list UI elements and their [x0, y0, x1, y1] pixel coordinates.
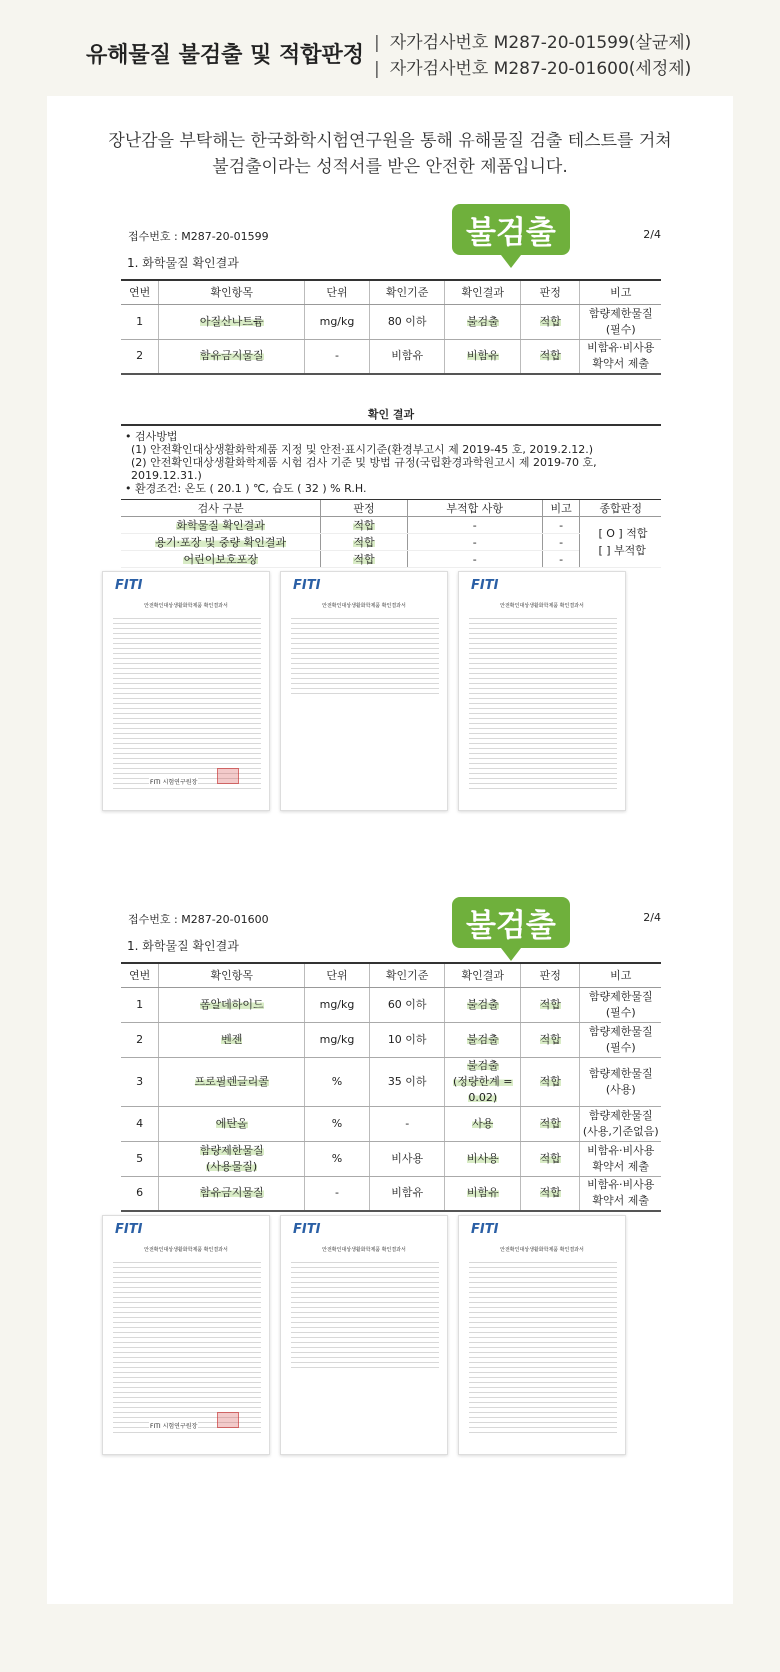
thumb-title: 안전확인대상생활화학제품 확인결과서 [322, 603, 406, 609]
result-table-2 [121, 962, 661, 1212]
row-verdict: 적합 [321, 551, 407, 568]
table-row [121, 304, 661, 339]
record-1 [121, 224, 661, 375]
table-cell: % [305, 1057, 370, 1106]
col-header: 확인기준 [369, 280, 445, 304]
confirmation-result [121, 406, 661, 568]
table-row [121, 1106, 661, 1141]
col-header: 비고 [580, 280, 661, 304]
row-note: - [542, 517, 580, 534]
table-cell: 폼알데하이드 [159, 987, 305, 1022]
row-verdict: 적합 [321, 534, 407, 551]
col-header: 확인기준 [369, 963, 445, 987]
table-cell: 비함유·비사용 확약서 제출 [580, 339, 661, 374]
content-card [47, 96, 733, 1604]
table-cell: 불검출 [445, 987, 521, 1022]
intro-line-1: 장난감을 부탁해는 한국화학시험연구원을 통해 유해물질 검출 테스트를 거쳐 [108, 131, 672, 151]
table-cell: 에탄올 [159, 1106, 305, 1141]
table-row [121, 339, 661, 374]
table-cell: 벤젠 [159, 1022, 305, 1057]
fiti-logo: FITI [471, 1222, 499, 1237]
table-cell: 2 [121, 339, 159, 374]
table-cell: 적합 [521, 987, 580, 1022]
table-cell: 함량제한물질 (사용물질) [159, 1141, 305, 1176]
table-cell: - [305, 339, 370, 374]
thumb-title: 안전확인대상생활화학제품 확인결과서 [144, 1247, 228, 1253]
row-note: - [542, 534, 580, 551]
table-cell: 2 [121, 1022, 159, 1057]
not-detected-badge-2: 불검출 [452, 897, 570, 948]
certificate-thumbnail [280, 571, 448, 811]
table-cell: mg/kg [305, 304, 370, 339]
intro-line-2: 불검출이라는 성적서를 받은 안전한 제품입니다. [212, 157, 568, 177]
method-list [121, 430, 661, 495]
table-cell: 비사용 [369, 1141, 445, 1176]
table-row [121, 1022, 661, 1057]
table-cell: 6 [121, 1176, 159, 1211]
row-label: 어린이보호포장 [121, 551, 321, 568]
table-cell: 함량제한물질 (사용) [580, 1057, 661, 1106]
table-cell: 적합 [521, 304, 580, 339]
method-line: • 검사방법 [125, 430, 178, 443]
receipt-number: 접수번호 : M287-20-01600 [128, 913, 269, 926]
table-cell: % [305, 1141, 370, 1176]
result-table-1 [121, 279, 661, 375]
verdict-pass: [ O ] 적합 [598, 527, 648, 540]
table-cell: - [369, 1106, 445, 1141]
table-row [121, 987, 661, 1022]
fiti-logo: FITI [115, 1222, 143, 1237]
certificate-thumbnail [102, 571, 270, 811]
col-header: 비고 [542, 500, 580, 517]
section-subtitle: 1. 화학물질 확인결과 [127, 256, 239, 270]
table-cell: 불검출 (정량한계 = 0.02) [445, 1057, 521, 1106]
page-header [0, 0, 780, 94]
table-cell: 비함유 [445, 339, 521, 374]
table-cell: 10 이하 [369, 1022, 445, 1057]
thumb-title: 안전확인대상생활화학제품 확인결과서 [500, 603, 584, 609]
table-cell: 5 [121, 1141, 159, 1176]
col-header: 판정 [521, 280, 580, 304]
table-cell: 아질산나트륨 [159, 304, 305, 339]
table-cell: 함량제한물질 (필수) [580, 1022, 661, 1057]
table-cell: 사용 [445, 1106, 521, 1141]
table-cell: 적합 [521, 1106, 580, 1141]
table-cell: 4 [121, 1106, 159, 1141]
table-cell: mg/kg [305, 987, 370, 1022]
table-cell: 적합 [521, 1057, 580, 1106]
table-cell: 함량제한물질 (사용,기준없음) [580, 1106, 661, 1141]
test-code-2: | 자가검사번호 M287-20-01600(세정제) [374, 56, 691, 82]
method-line: (2) 안전확인대상생활화학제품 시험 검사 기준 및 방법 규정(국립환경과학원고시 제 2019-70 호, 2019.12.31.) [131, 456, 597, 482]
table-cell: 함유금지물질 [159, 339, 305, 374]
page-number: 2/4 [643, 911, 661, 924]
table-cell: 80 이하 [369, 304, 445, 339]
table-row [121, 1141, 661, 1176]
receipt-number: 접수번호 : M287-20-01599 [128, 230, 269, 243]
table-row [121, 1057, 661, 1106]
col-header: 판정 [321, 500, 407, 517]
row-label: 화학물질 확인결과 [121, 517, 321, 534]
row-issue: - [407, 534, 542, 551]
table-cell: 비사용 [445, 1141, 521, 1176]
table-cell: 프로필렌글리콜 [159, 1057, 305, 1106]
table-cell: 35 이하 [369, 1057, 445, 1106]
col-header: 판정 [521, 963, 580, 987]
col-header: 확인항목 [159, 963, 305, 987]
col-header: 비고 [580, 963, 661, 987]
row-verdict: 적합 [321, 517, 407, 534]
test-codes [374, 30, 691, 82]
table-cell: 비함유 [445, 1176, 521, 1211]
overall-verdict [580, 517, 661, 568]
certificate-thumbnail [102, 1215, 270, 1455]
confirm-title: 확인 결과 [121, 406, 661, 426]
table-cell: 적합 [521, 1176, 580, 1211]
table-cell: 1 [121, 304, 159, 339]
thumb-label: FITI 시험연구원장 [149, 1420, 198, 1431]
table-cell: 3 [121, 1057, 159, 1106]
table-cell: 비함유·비사용 확약서 제출 [580, 1141, 661, 1176]
table-cell: 적합 [521, 1141, 580, 1176]
col-header: 연번 [121, 280, 159, 304]
fiti-logo: FITI [293, 578, 321, 593]
col-header: 확인결과 [445, 963, 521, 987]
table-cell: 함량제한물질 (필수) [580, 987, 661, 1022]
table-cell: 1 [121, 987, 159, 1022]
col-header: 연번 [121, 963, 159, 987]
page-number: 2/4 [643, 228, 661, 241]
section-subtitle: 1. 화학물질 확인결과 [127, 939, 239, 953]
table-cell: 60 이하 [369, 987, 445, 1022]
fiti-logo: FITI [115, 578, 143, 593]
table-cell: 불검출 [445, 1022, 521, 1057]
row-label: 용기·포장 및 중량 확인결과 [121, 534, 321, 551]
row-issue: - [407, 551, 542, 568]
test-code-1: | 자가검사번호 M287-20-01599(살균제) [374, 30, 691, 56]
thumb-title: 안전확인대상생활화학제품 확인결과서 [500, 1247, 584, 1253]
col-header: 단위 [305, 963, 370, 987]
not-detected-badge-1: 불검출 [452, 204, 570, 255]
intro-text [47, 128, 733, 180]
method-line: • 환경조건: 온도 ( 20.1 ) ℃, 습도 ( 32 ) % R.H. [125, 482, 367, 495]
col-header: 단위 [305, 280, 370, 304]
table-row [121, 1176, 661, 1211]
col-header: 확인항목 [159, 280, 305, 304]
certificate-thumbnail [458, 571, 626, 811]
table-cell: 비함유 [369, 1176, 445, 1211]
summary-table [121, 499, 661, 568]
certificate-thumbnail [280, 1215, 448, 1455]
record-2 [121, 907, 661, 1212]
verdict-fail: [ ] 부적합 [598, 544, 646, 557]
col-header: 종합판정 [580, 500, 661, 517]
col-header: 확인결과 [445, 280, 521, 304]
seal-stamp [217, 768, 239, 784]
thumb-title: 안전확인대상생활화학제품 확인결과서 [322, 1247, 406, 1253]
table-cell: 함유금지물질 [159, 1176, 305, 1211]
table-cell: 적합 [521, 339, 580, 374]
method-line: (1) 안전확인대상생활화학제품 지정 및 안전·표시기준(환경부고시 제 2019-45 호, 2019.2.12.) [131, 443, 594, 456]
fiti-logo: FITI [293, 1222, 321, 1237]
table-cell: 적합 [521, 1022, 580, 1057]
page-title: 유해물질 불검출 및 적합판정 [86, 43, 365, 68]
table-cell: 함량제한물질 (필수) [580, 304, 661, 339]
table-cell: 비함유 [369, 339, 445, 374]
thumb-label: FITI 시험연구원장 [149, 776, 198, 787]
col-header: 부적합 사항 [407, 500, 542, 517]
seal-stamp [217, 1412, 239, 1428]
fiti-logo: FITI [471, 578, 499, 593]
table-cell: % [305, 1106, 370, 1141]
col-header: 검사 구분 [121, 500, 321, 517]
table-cell: 불검출 [445, 304, 521, 339]
row-note: - [542, 551, 580, 568]
table-cell: - [305, 1176, 370, 1211]
certificate-thumbnail [458, 1215, 626, 1455]
table-cell: mg/kg [305, 1022, 370, 1057]
table-cell: 비함유·비사용 확약서 제출 [580, 1176, 661, 1211]
thumb-title: 안전확인대상생활화학제품 확인결과서 [144, 603, 228, 609]
row-issue: - [407, 517, 542, 534]
